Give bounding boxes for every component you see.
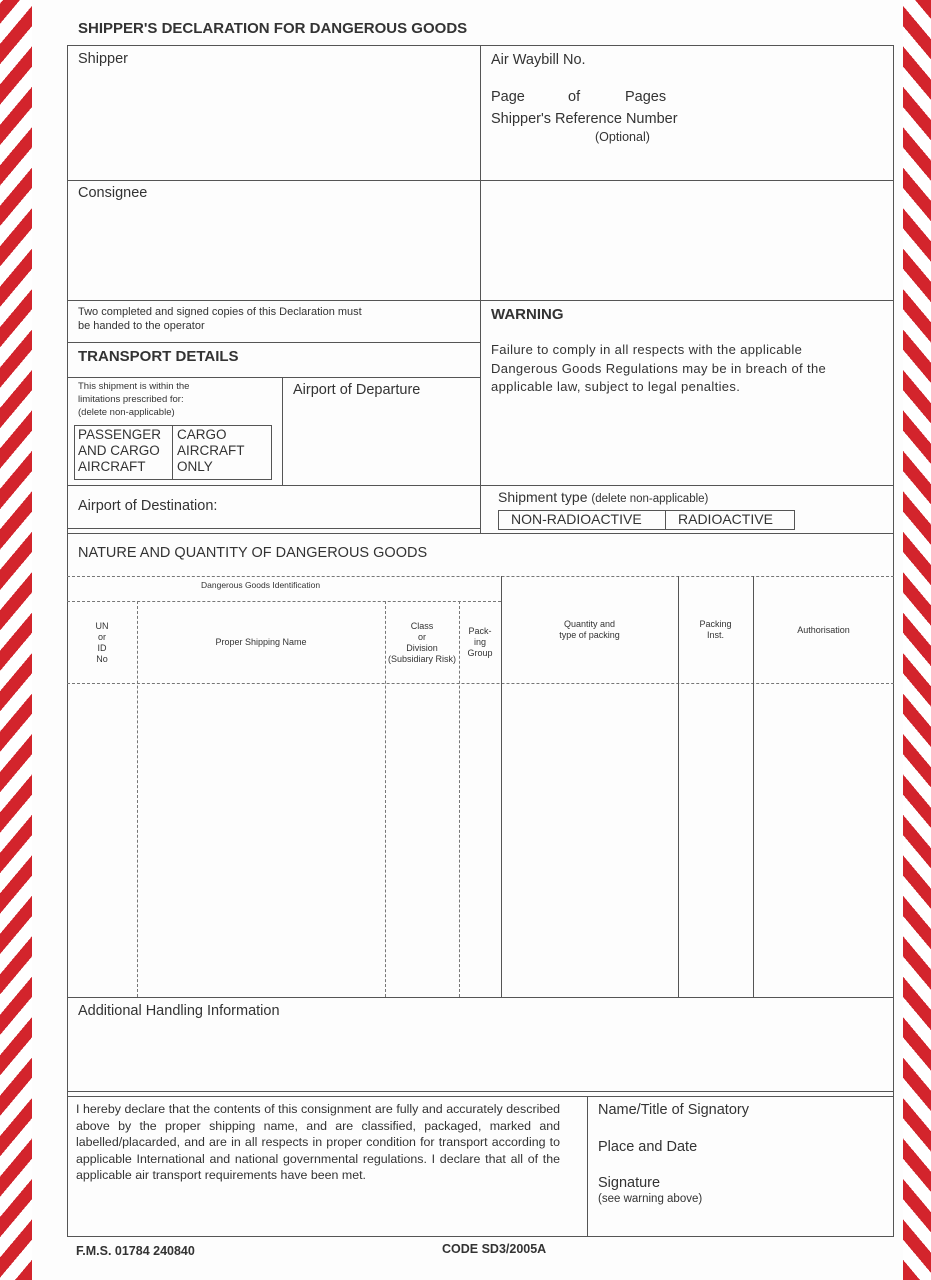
divider — [137, 601, 138, 997]
non-radioactive-option[interactable]: NON-RADIOACTIVE — [511, 511, 642, 527]
footer-phone: F.M.S. 01784 240840 — [76, 1244, 195, 1258]
col-class-header — [385, 621, 459, 665]
warning-title: WARNING — [491, 306, 564, 323]
divider — [172, 425, 173, 480]
signature-note: (see warning above) — [598, 1193, 703, 1205]
page-label: Page — [491, 89, 525, 105]
signature-label: Signature — [598, 1175, 661, 1191]
limits-line3: (delete non-applicable) — [78, 407, 175, 418]
nature-quantity-title: NATURE AND QUANTITY OF DANGEROUS GOODS — [78, 545, 428, 561]
divider — [753, 576, 754, 997]
cargo-line1[interactable]: CARGO — [177, 427, 227, 442]
divider — [67, 683, 894, 684]
col-class-text: (Subsidiary Risk) — [387, 654, 456, 664]
shipment-type-label: Shipment type (delete non-applicable) — [498, 489, 709, 505]
radioactive-option[interactable]: RADIOACTIVE — [678, 511, 773, 527]
warning-text: Failure to comply in all respects with the applicable Dangerous Goods Regulations may be in breach of the applicable law, subject to legal penalties. — [491, 342, 827, 394]
col-pi-text: Packing — [699, 619, 732, 629]
of-label: of — [568, 89, 581, 105]
name-title-signatory-label: Name/Title of Signatory — [598, 1102, 749, 1118]
cargo-line3[interactable]: ONLY — [177, 459, 213, 474]
form-title: SHIPPER'S DECLARATION FOR DANGEROUS GOODS — [78, 20, 468, 37]
divider — [67, 1096, 894, 1097]
limits-line1: This shipment is within the — [78, 381, 190, 392]
pages-label: Pages — [625, 89, 667, 105]
col-pi-text: Inst. — [706, 630, 724, 640]
passenger-line1[interactable]: PASSENGER — [78, 427, 162, 442]
divider — [282, 377, 283, 485]
col-un-text: or — [97, 632, 106, 642]
declaration-text: I hereby declare that the contents of this consignment are fully and accurately described above by the proper shipping name, and are classified, packaged, marked and labelled/placarded, and are in all respects in proper condition for transport according to applicable International and national governmental regulations. I declare that all of the applicable air transport requirements have been met. — [76, 1102, 560, 1183]
airport-destination-label: Airport of Destination: — [78, 498, 218, 514]
copies-note-line2: be handed to the operator — [78, 320, 205, 332]
col-class-text: Class — [410, 621, 434, 631]
additional-handling-label: Additional Handling Information — [78, 1003, 280, 1019]
cargo-line2[interactable]: AIRCRAFT — [177, 443, 245, 458]
consignee-label: Consignee — [78, 185, 148, 201]
col-auth-header: Authorisation — [797, 625, 850, 635]
col-pi-header — [678, 619, 753, 641]
col-un-header — [67, 621, 137, 665]
right-hazard-stripe — [903, 0, 931, 1280]
shipper-label: Shipper — [78, 51, 128, 67]
col-pg-text: ing — [473, 637, 486, 647]
col-class-text: or — [417, 632, 426, 642]
left-hazard-stripe — [0, 0, 32, 1280]
passenger-line2[interactable]: AND CARGO — [78, 443, 160, 458]
divider — [67, 180, 894, 181]
divider — [67, 1091, 894, 1092]
col-psn-header: Proper Shipping Name — [215, 637, 307, 647]
col-pg-text: Pack- — [468, 626, 492, 636]
col-qty-text: Quantity and — [563, 619, 616, 629]
col-pg-text: Group — [467, 648, 493, 658]
passenger-line3[interactable]: AIRCRAFT — [78, 459, 146, 474]
shipper-reference-label: Shipper's Reference Number — [491, 111, 678, 127]
col-qty-header — [501, 619, 678, 641]
dg-identification-header: Dangerous Goods Identification — [201, 580, 321, 590]
optional-note: (Optional) — [595, 130, 650, 144]
divider — [587, 1096, 588, 1237]
divider — [459, 601, 460, 997]
limits-line2: limitations prescribed for: — [78, 394, 184, 405]
divider — [67, 533, 894, 534]
col-pg-header — [459, 626, 501, 659]
divider — [67, 997, 894, 998]
col-un-text: UN — [95, 621, 109, 631]
col-un-text: No — [96, 654, 108, 664]
footer-code: CODE SD3/2005A — [442, 1242, 547, 1256]
col-un-text: ID — [97, 643, 107, 653]
divider — [665, 510, 666, 530]
divider — [67, 485, 894, 486]
copies-note-line1: Two completed and signed copies of this Declaration must — [78, 306, 362, 318]
air-waybill-label: Air Waybill No. — [491, 52, 586, 68]
divider — [67, 300, 894, 301]
airport-departure-label: Airport of Departure — [293, 382, 421, 398]
col-class-text: Division — [406, 643, 438, 653]
place-date-label: Place and Date — [598, 1139, 698, 1155]
divider — [67, 377, 481, 378]
divider — [67, 601, 501, 602]
transport-details-title: TRANSPORT DETAILS — [78, 348, 239, 365]
col-qty-text: type of packing — [559, 630, 620, 640]
divider — [67, 576, 894, 577]
